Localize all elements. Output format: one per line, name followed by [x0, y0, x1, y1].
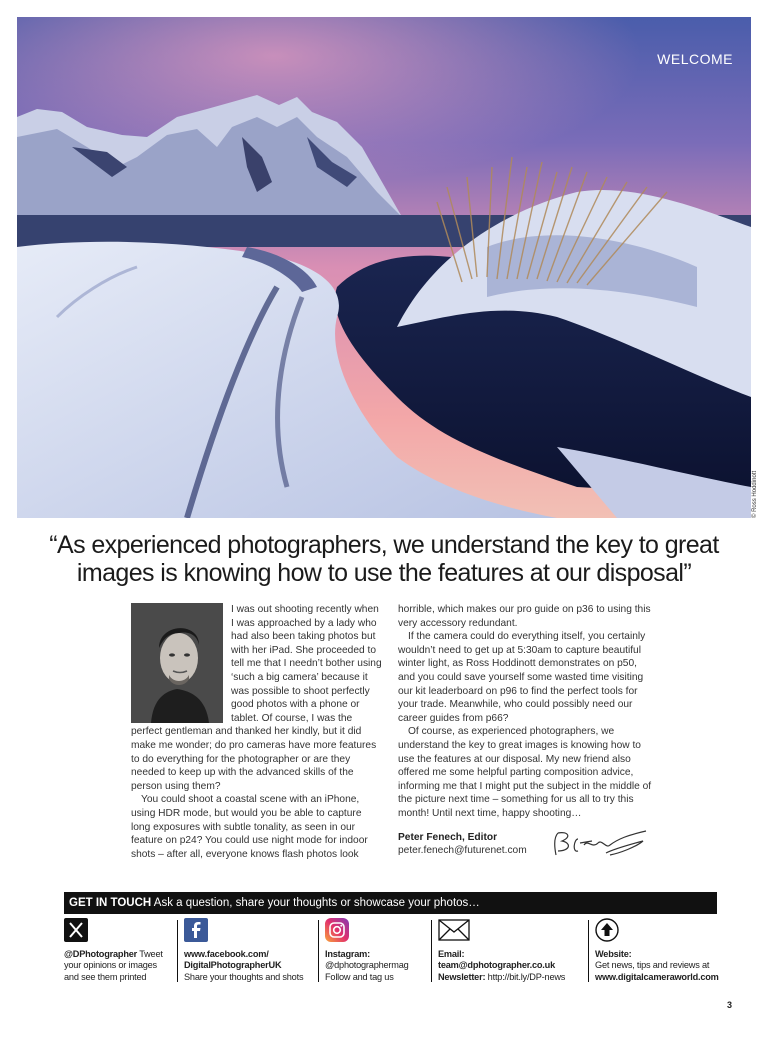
article-column-left — [131, 603, 383, 861]
article-paragraph: Of course, as experienced photographers, we understand the key to great images is knowing how to use the features at our disposal. My new friend also offered me some helpful parting composition advice, informing me that I might put the subject in the middle of the picture next time – something for us all to try this month! Until next time, happy shooting… — [398, 726, 652, 819]
editor-portrait — [131, 603, 223, 723]
article-column-right — [398, 603, 653, 858]
editor-email[interactable]: peter.fenech@futurenet.com — [398, 845, 527, 857]
divider — [588, 920, 589, 982]
article-paragraph: If the camera could do everything itself, you certainly wouldn’t need to get up at 5:30am to capture beautiful winter light, as Ross Hoddinott demonstrates on p50, and you could save yourself some wasted time visiting our kit leaderboard on p96 to find the perfect tools for your trade. Meanwhile, who could possibly need our career guides from p66? — [398, 631, 646, 724]
hero-photo — [17, 17, 751, 518]
pull-quote-line-2: images is knowing how to use the features at our disposal” — [76, 559, 692, 587]
photo-credit: © Ross Hoddinott — [752, 470, 758, 518]
snowy-mountain-landscape-image — [17, 17, 751, 518]
editor-signature — [548, 825, 653, 865]
contact-email[interactable]: Email: team@dphotographer.co.uk Newsletter: http://bit.ly/DP-news — [438, 918, 586, 983]
section-label: WELCOME — [657, 51, 733, 67]
get-in-touch-heading: GET IN TOUCH — [69, 897, 152, 909]
contact-instagram[interactable]: Instagram: @dphotographermag Follow and tag us — [325, 918, 430, 983]
divider — [431, 920, 432, 982]
page-number: 3 — [727, 1000, 733, 1010]
pull-quote-line-1: “As experienced photographers, we understand the key to great — [49, 531, 719, 559]
x-icon — [64, 918, 88, 942]
get-in-touch-subheading: Ask a question, share your thoughts or showcase your photos… — [153, 897, 480, 909]
pull-quote — [30, 531, 738, 587]
instagram-icon — [325, 918, 349, 942]
article-paragraph: horrible, which makes our pro guide on p36 to using this very accessory redundant. — [398, 604, 651, 629]
divider — [318, 920, 319, 982]
facebook-icon — [184, 918, 208, 942]
contact-website[interactable]: Website: Get news, tips and reviews at www.digitalcameraworld.com — [595, 918, 720, 983]
contact-twitter[interactable]: @DPhotographer Tweet your opinions or images and see them printed — [64, 918, 174, 983]
website-icon — [595, 918, 619, 942]
get-in-touch-bar — [64, 892, 717, 914]
editor-name: Peter Fenech, Editor — [398, 831, 498, 843]
article-paragraph: You could shoot a coastal scene with an iPhone, using HDR mode, but would you be able to capture long exposures with subtle tonality, as seen in our feature on p24? You could use night mode for indoor shots – after all, everyone knows flash photos look — [131, 794, 368, 860]
contact-facebook[interactable]: www.facebook.com/ DigitalPhotographerUK Share your thoughts and shots — [184, 918, 319, 983]
article-paragraph: I was out shooting recently when I was approached by a lady who had also been taking photos but with her iPad. She proceeded to tell me that I needn’t bother using ‘such a big camera’ because it was possible to shoot perfectly good photos with a phone or tablet. Of course, I was the perfect gentleman and thanked her kindly, but it did make me wonder; do pro cameras have more features to do everything for the photographer or are they needed to keep up with the advanced skills of the person using them? — [131, 604, 382, 792]
divider — [177, 920, 178, 982]
email-icon — [438, 918, 470, 942]
